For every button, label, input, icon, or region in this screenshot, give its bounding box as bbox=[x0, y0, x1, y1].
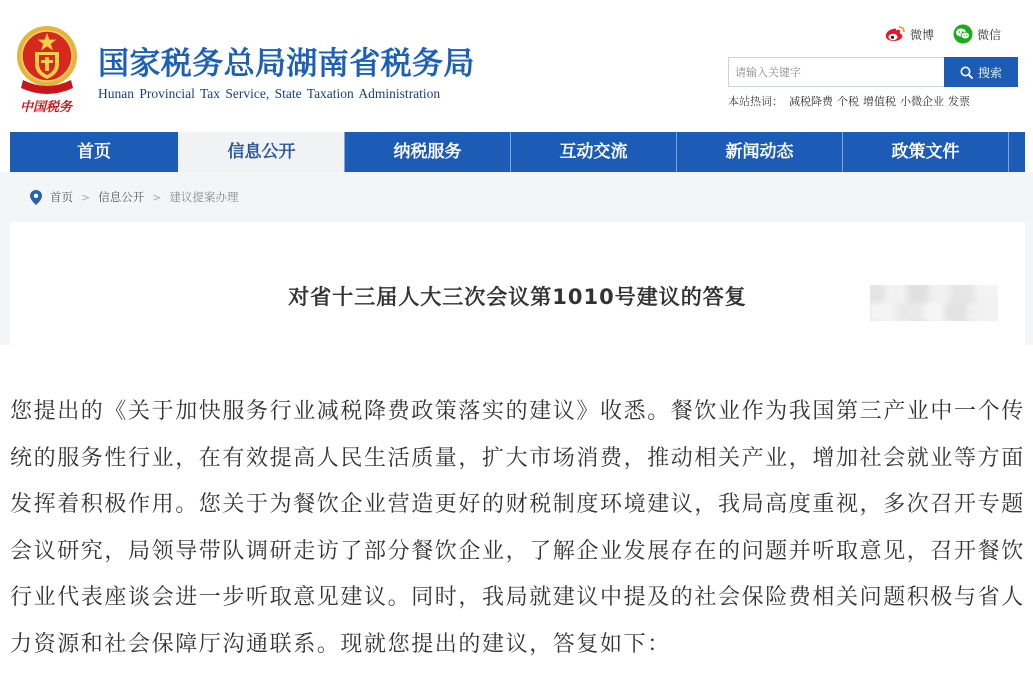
article-body-line: 行业代表座谈会进一步听取意见建议。同时，我局就建议中提及的社会保险费相关问题积极与省人 bbox=[10, 585, 1025, 611]
nav-item-news[interactable]: 新闻动态 bbox=[676, 132, 842, 172]
blurred-share-area bbox=[870, 285, 998, 321]
site-subtitle: Hunan Provincial Tax Service, State Taxation Administration bbox=[98, 86, 441, 101]
nav-item-interaction[interactable]: 互动交流 bbox=[510, 132, 676, 172]
article-title: 对省十三届人大三次会议第1010号建议的答复 bbox=[288, 285, 747, 309]
article-title-card bbox=[10, 222, 1025, 345]
breadcrumb-info-disclosure[interactable]: 信息公开 bbox=[98, 190, 145, 204]
search-input[interactable] bbox=[728, 57, 945, 87]
search-button[interactable] bbox=[944, 57, 1018, 87]
weixin-link[interactable] bbox=[953, 23, 1001, 45]
article-body-line: 您提出的《关于加快服务行业减税降费政策落实的建议》收悉。餐饮业作为我国第三产业中一个传 bbox=[10, 399, 1025, 424]
breadcrumb-separator: > bbox=[152, 191, 162, 204]
tax-emblem-icon bbox=[15, 24, 79, 100]
weibo-label: 微博 bbox=[910, 27, 935, 42]
article-body-line: 发挥着积极作用。您关于为餐饮企业营造更好的财税制度环境建议，我局高度重视，多次召开专题 bbox=[10, 492, 1025, 518]
breadcrumb-home[interactable]: 首页 bbox=[50, 190, 73, 204]
article-body bbox=[10, 389, 1025, 669]
nav-item-policy-documents[interactable]: 政策文件 bbox=[842, 132, 1008, 172]
nav-item-info-disclosure[interactable]: 信息公开 bbox=[178, 132, 344, 172]
weixin-icon bbox=[953, 24, 973, 44]
article-body-line: 力资源和社会保障厅沟通联系。现就您提出的建议，答复如下： bbox=[10, 631, 671, 657]
search-icon bbox=[960, 66, 973, 79]
location-pin-icon bbox=[30, 190, 42, 205]
article-body-line: 会议研究，局领导带队调研走访了部分餐饮企业，了解企业发展存在的问题并听取意见，召开餐饮 bbox=[10, 538, 1025, 564]
nav-overflow-area bbox=[1008, 132, 1025, 172]
hot-word-link[interactable]: 减税降费 bbox=[789, 95, 833, 108]
breadcrumb bbox=[50, 190, 238, 205]
article-body-line: 统的服务性行业，在有效提高人民生活质量，扩大市场消费，推动相关产业，增加社会就业等方面 bbox=[10, 445, 1025, 471]
logo-calligraphy-text: 中国税务 bbox=[20, 100, 73, 115]
search-button-label: 搜索 bbox=[977, 65, 1002, 80]
hot-word-link[interactable]: 增值税 bbox=[863, 95, 896, 108]
site-logo-link[interactable] bbox=[15, 24, 81, 120]
weibo-link[interactable] bbox=[884, 23, 934, 45]
weibo-icon bbox=[884, 25, 906, 43]
nav-item-tax-services[interactable]: 纳税服务 bbox=[344, 132, 510, 172]
breadcrumb-current: 建议提案办理 bbox=[169, 190, 239, 204]
nav-item-home[interactable]: 首页 bbox=[77, 142, 111, 162]
breadcrumb-separator: > bbox=[81, 191, 91, 204]
weixin-label: 微信 bbox=[977, 27, 1002, 42]
hot-word-link[interactable]: 发票 bbox=[948, 95, 970, 108]
site-title: 国家税务总局湖南省税务局 bbox=[98, 46, 475, 82]
main-nav bbox=[10, 132, 1025, 172]
hot-words-label: 本站热词： bbox=[728, 95, 783, 108]
hot-word-link[interactable]: 小微企业 bbox=[900, 95, 944, 108]
hot-word-link[interactable]: 个税 bbox=[837, 95, 859, 108]
hot-words bbox=[728, 95, 970, 109]
